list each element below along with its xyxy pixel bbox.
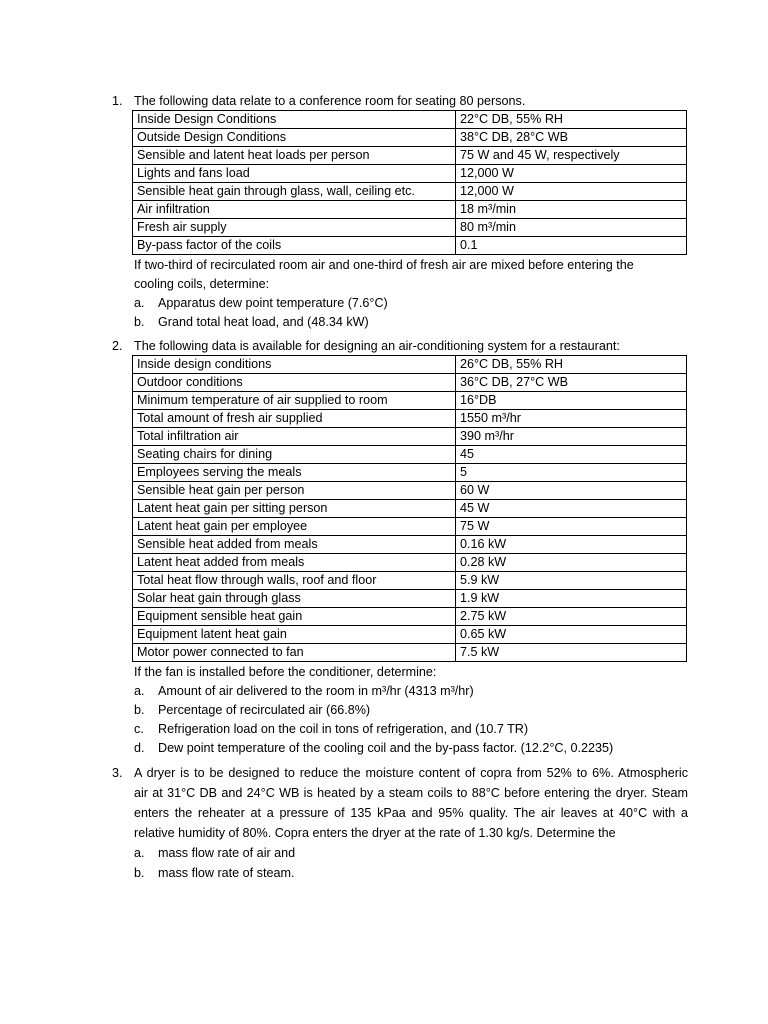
value-cell: 60 W [456,482,687,500]
list-item [134,701,688,720]
parameter-cell: Seating chairs for dining [133,446,456,464]
item-letter: a. [134,684,145,698]
value-cell: 75 W and 45 W, respectively [456,147,687,165]
parameter-cell: Equipment sensible heat gain [133,608,456,626]
table-row [133,572,687,590]
instruction-line: If the fan is installed before the conditioner, determine: [134,665,437,679]
problem-3 [112,763,688,883]
list-item [134,313,688,332]
value-cell: 16°DB [456,392,687,410]
value-cell: 12,000 W [456,165,687,183]
list-item [134,720,688,739]
data-table [132,110,687,255]
paragraph-line: A dryer is to be designed to reduce the moisture content of copra from 52% to 6%. Atmospheric [134,766,688,780]
problem-1 [112,92,688,332]
table-row [133,608,687,626]
parameter-cell: Solar heat gain through glass [133,590,456,608]
parameter-cell: Sensible heat gain per person [133,482,456,500]
instruction-line: If two-third of recirculated room air and one-third of fresh air are mixed before entering the [134,258,634,272]
parameter-cell: Minimum temperature of air supplied to room [133,392,456,410]
parameter-cell: Latent heat gain per sitting person [133,500,456,518]
table-row [133,518,687,536]
list-item [134,294,688,313]
parameter-cell: Fresh air supply [133,219,456,237]
value-cell: 18 m³/min [456,201,687,219]
table-row [133,237,687,255]
item-text: Dew point temperature of the cooling coil and the by-pass factor. (12.2°C, 0.2235) [158,741,614,755]
value-cell: 0.28 kW [456,554,687,572]
parameter-cell: Sensible heat added from meals [133,536,456,554]
table-row [133,129,687,147]
value-cell: 36°C DB, 27°C WB [456,374,687,392]
table-row [133,165,687,183]
value-cell: 45 W [456,500,687,518]
table-row [133,147,687,165]
paragraph-line: relative humidity of 80%. Copra enters the dryer at the rate of 1.30 kg/s. Determine the [134,826,616,840]
table-row [133,356,687,374]
table-row [133,554,687,572]
item-letter: a. [134,296,145,310]
parameter-cell: Equipment latent heat gain [133,626,456,644]
parameter-cell: Outside Design Conditions [133,129,456,147]
table-row [133,590,687,608]
problem-lead: The following data is available for designing an air-conditioning system for a restaurant: [134,339,620,353]
item-letter: b. [134,703,145,717]
table-row [133,374,687,392]
list-item [134,843,688,863]
table-row [133,464,687,482]
item-text: Apparatus dew point temperature (7.6°C) [158,296,388,310]
paragraph-line: air at 31°C DB and 24°C WB is heated by a steam coils to 88°C before entering the dryer. Steam [134,786,688,800]
parameter-cell: Inside Design Conditions [133,111,456,129]
list-item [134,682,688,701]
parameter-cell: Total amount of fresh air supplied [133,410,456,428]
table-row [133,644,687,662]
value-cell: 0.1 [456,237,687,255]
problem-number: 3. [112,766,123,780]
value-cell: 75 W [456,518,687,536]
parameter-cell: Latent heat added from meals [133,554,456,572]
parameter-cell: Outdoor conditions [133,374,456,392]
item-text: Amount of air delivered to the room in m³/hr (4313 m³/hr) [158,684,474,698]
value-cell: 5 [456,464,687,482]
table-row [133,183,687,201]
item-text: Percentage of recirculated air (66.8%) [158,703,371,717]
item-text: Grand total heat load, and (48.34 kW) [158,315,369,329]
table-row [133,428,687,446]
value-cell: 7.5 kW [456,644,687,662]
value-cell: 22°C DB, 55% RH [456,111,687,129]
item-letter: b. [134,866,145,880]
item-text: mass flow rate of air and [158,846,296,860]
parameter-cell: Total heat flow through walls, roof and floor [133,572,456,590]
value-cell: 0.16 kW [456,536,687,554]
item-letter: b. [134,315,145,329]
value-cell: 45 [456,446,687,464]
value-cell: 5.9 kW [456,572,687,590]
item-text: Refrigeration load on the coil in tons of refrigeration, and (10.7 TR) [158,722,529,736]
value-cell: 390 m³/hr [456,428,687,446]
item-letter: a. [134,846,145,860]
table-row [133,626,687,644]
instruction-line: cooling coils, determine: [134,277,270,291]
paragraph-line: enters the reheater at a pressure of 135 kPaa and 95% quality. The air leaves at 40°C with a [134,806,688,820]
value-cell: 26°C DB, 55% RH [456,356,687,374]
parameter-cell: Motor power connected to fan [133,644,456,662]
parameter-cell: Air infiltration [133,201,456,219]
table-row [133,500,687,518]
item-letter: c. [134,722,144,736]
parameter-cell: By-pass factor of the coils [133,237,456,255]
problem-number: 2. [112,339,123,353]
table-row [133,482,687,500]
table-row [133,219,687,237]
value-cell: 2.75 kW [456,608,687,626]
table-row [133,446,687,464]
table-row [133,410,687,428]
parameter-cell: Employees serving the meals [133,464,456,482]
data-table [132,355,687,662]
parameter-cell: Latent heat gain per employee [133,518,456,536]
table-row [133,536,687,554]
list-item [134,739,688,758]
value-cell: 80 m³/min [456,219,687,237]
parameter-cell: Total infiltration air [133,428,456,446]
list-item [134,863,688,883]
problem-paragraph [134,763,688,843]
table-row [133,392,687,410]
problem-number: 1. [112,94,123,108]
table-row [133,201,687,219]
value-cell: 0.65 kW [456,626,687,644]
value-cell: 1550 m³/hr [456,410,687,428]
value-cell: 12,000 W [456,183,687,201]
parameter-cell: Sensible and latent heat loads per person [133,147,456,165]
item-letter: d. [134,741,145,755]
parameter-cell: Inside design conditions [133,356,456,374]
item-text: mass flow rate of steam. [158,866,295,880]
problem-2 [112,337,688,758]
value-cell: 38°C DB, 28°C WB [456,129,687,147]
value-cell: 1.9 kW [456,590,687,608]
parameter-cell: Sensible heat gain through glass, wall, ceiling etc. [133,183,456,201]
table-row [133,111,687,129]
problem-lead: The following data relate to a conference room for seating 80 persons. [134,94,526,108]
parameter-cell: Lights and fans load [133,165,456,183]
